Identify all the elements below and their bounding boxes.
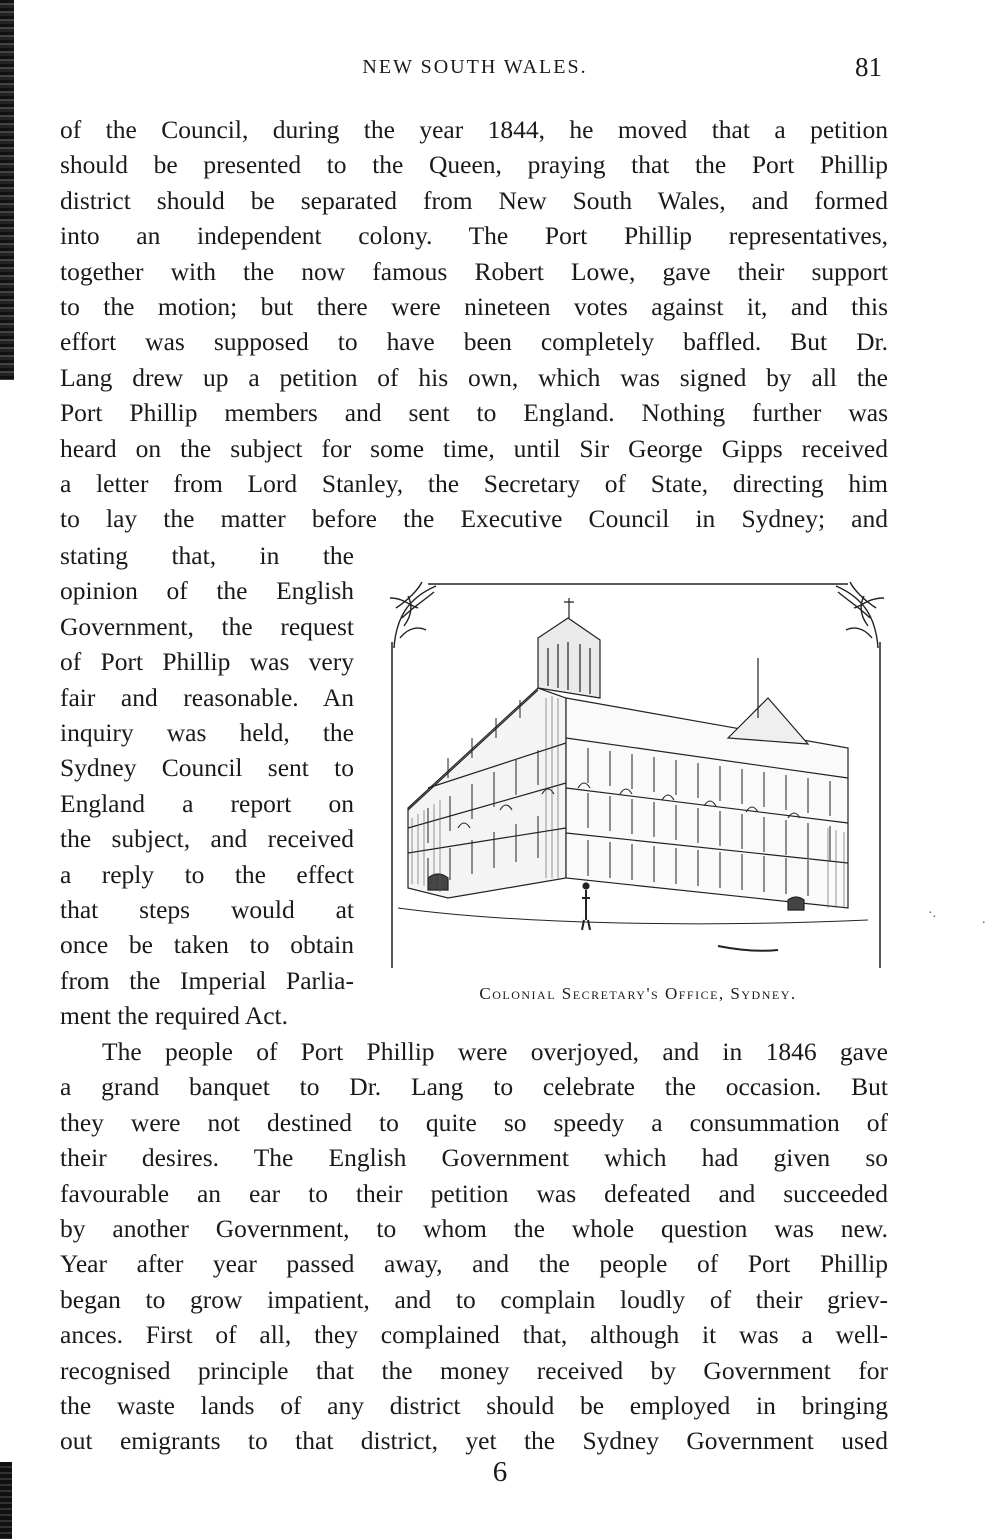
text-line: opinion of the English (60, 576, 354, 606)
text-line: recognised principle that the money received by Government for (60, 1355, 888, 1385)
running-title: NEW SOUTH WALES. (362, 56, 588, 78)
engraving-figure (388, 578, 888, 1008)
text-line: district should be separated from New South Wales, and formed (60, 185, 888, 215)
text-line: once be taken to obtain (60, 930, 354, 960)
text-line: from the Imperial Parlia- (60, 965, 354, 995)
text-line: fair and reasonable. An (60, 682, 354, 712)
text-line: their desires. The English Government which had given so (60, 1143, 888, 1173)
text-line: Port Phillip members and sent to England. Nothing further was (60, 398, 888, 428)
text-line: Government, the request (60, 611, 354, 641)
text-line: Year after year passed away, and the people of Port Phillip (60, 1249, 888, 1279)
text-line: to the motion; but there were nineteen votes against it, and this (60, 292, 888, 322)
text-line: the waste lands of any district should be employed in bringing (60, 1391, 888, 1421)
text-line: ment the required Act. (60, 1001, 289, 1031)
text-line: England a report on (60, 788, 354, 818)
text-block-top (60, 112, 888, 537)
scan-speck: ·. (928, 906, 937, 921)
text-line: to lay the matter before the Executive Council in Sydney; and (60, 504, 888, 534)
building (398, 598, 868, 951)
figure-caption: Colonial Secretary's Office, Sydney. (479, 984, 797, 1003)
text-line: together with the now famous Robert Lowe, gave their support (60, 256, 888, 286)
text-line: ances. First of all, they complained that, although it was a well- (60, 1320, 888, 1350)
text-line: should be presented to the Queen, praying that the Port Phillip (60, 150, 888, 180)
text-block-bottom (60, 1034, 888, 1459)
scan-speck: . (982, 912, 986, 927)
text-line: of the Council, during the year 1844, he moved that a petition (60, 115, 888, 144)
text-line: a grand banquet to Dr. Lang to celebrate the occasion. But (60, 1072, 888, 1102)
text-line: they were not destined to quite so speedy a consummation of (60, 1107, 888, 1137)
text-line: by another Government, to whom the whole question was new. (60, 1214, 888, 1244)
scan-edge-shadow (0, 0, 14, 380)
text-line: a letter from Lord Stanley, the Secretary of State, directing him (60, 469, 888, 499)
signature-mark: 6 (492, 1456, 508, 1488)
running-head (60, 54, 890, 84)
text-line: that steps would at (60, 895, 354, 925)
text-line: The people of Port Phillip were overjoyed, and in 1846 gave (102, 1037, 888, 1066)
text-line: Lang drew up a petition of his own, which was signed by all the (60, 362, 888, 392)
text-line: began to grow impatient, and to complain loudly of their griev- (60, 1284, 888, 1314)
text-block-wrapped (60, 538, 354, 1034)
building-engraving (388, 578, 888, 978)
text-line: heard on the subject for some time, until Sir George Gipps received (60, 433, 888, 463)
text-line: into an independent colony. The Port Phillip representatives, (60, 221, 888, 251)
text-line: out emigrants to that district, yet the Sydney Government used (60, 1426, 888, 1456)
text-line: inquiry was held, the (60, 718, 354, 748)
text-line: the subject, and received (60, 824, 354, 854)
text-line: of Port Phillip was very (60, 647, 354, 677)
text-line: a reply to the effect (60, 859, 354, 889)
text-line: favourable an ear to their petition was defeated and succeeded (60, 1178, 888, 1208)
text-line: Sydney Council sent to (60, 753, 354, 783)
page-number: 81 (855, 52, 882, 82)
text-line: stating that, in the (60, 541, 354, 570)
corner-ornament (390, 582, 884, 648)
text-line: effort was supposed to have been completely baffled. But Dr. (60, 327, 888, 357)
